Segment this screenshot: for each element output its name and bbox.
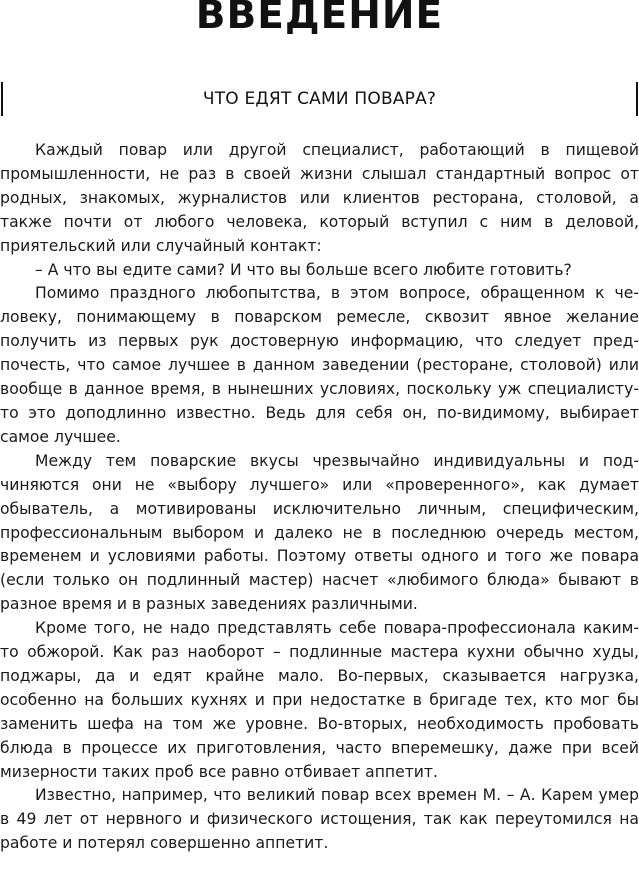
chapter-title: ВВЕДЕНИЕ (195, 0, 444, 38)
paragraph: Помимо праздного любопытства, в этом вопросе, обращенном к человеку, понимающему в поварском ремесле, сквозит явное желание получить из первых рук достоверную информацию, что следует предпочесть, что самое лучшее в данном заведении (ресторане, столовой) или вообще в данное время, в нынешних условиях, поскольку уж специалисту-то это доподлинно известно. Ведь для себя он, по-видимому, выбирает самое лучшее. (0, 284, 639, 446)
dialogue-line: – А что вы едите сами? И что вы больше всего любите готовить? (35, 260, 572, 279)
paragraph: Между тем поварские вкусы чрезвычайно индивидуальны и подчиняются они не «выбору лучшего» или «проверенного», как думает обыватель, а мотивированы исключительно личным, специфическим, профессиональным выбором и далеко не в последнюю очередь местом, временем и условиями работы. Поэтому ответы одного и того же повара (если только он подлинный мастер) насчет «любимого блюда» бывают в разное время и в разных заведениях различными. (0, 451, 639, 614)
paragraph: Известно, например, что великий повар всех времен М. – А. Карем умер в 49 лет от нервного и физического истощения, так как переутомился на работе и потерял совершенно аппетит. (0, 786, 639, 853)
paragraph: Кроме того, не надо представлять себе повара-профессионала каким-то обжорой. Как раз наоборот – подлинные мастера кухни обычно худы, поджары, да и едят крайне мало. Во-первых, сказывается нагрузка, особенно на больших кухнях и при недостатке в бригаде тех, кто мог бы заменить шефа на том же уровне. Во-вторых, необходимость пробовать блюда в процессе их приготовления, часто вперемешку, даже при всей мизерности таких проб все равно отбивает аппетит. (0, 619, 639, 781)
body-text (0, 139, 639, 856)
section-header (0, 82, 639, 116)
section-title: ЧТО ЕДЯТ САМИ ПОВАРА? (202, 89, 437, 109)
right-vertical-rule (636, 82, 638, 116)
paragraph: Каждый повар или другой специалист, работающий в пищевой промышленности, не раз в своей жизни слышал стандартный вопрос от родных, знакомых, журналистов или клиентов ресторана, столовой, а также почти от любого человека, который вступил с ним в деловой, приятельский или случайный контакт: (0, 141, 639, 255)
